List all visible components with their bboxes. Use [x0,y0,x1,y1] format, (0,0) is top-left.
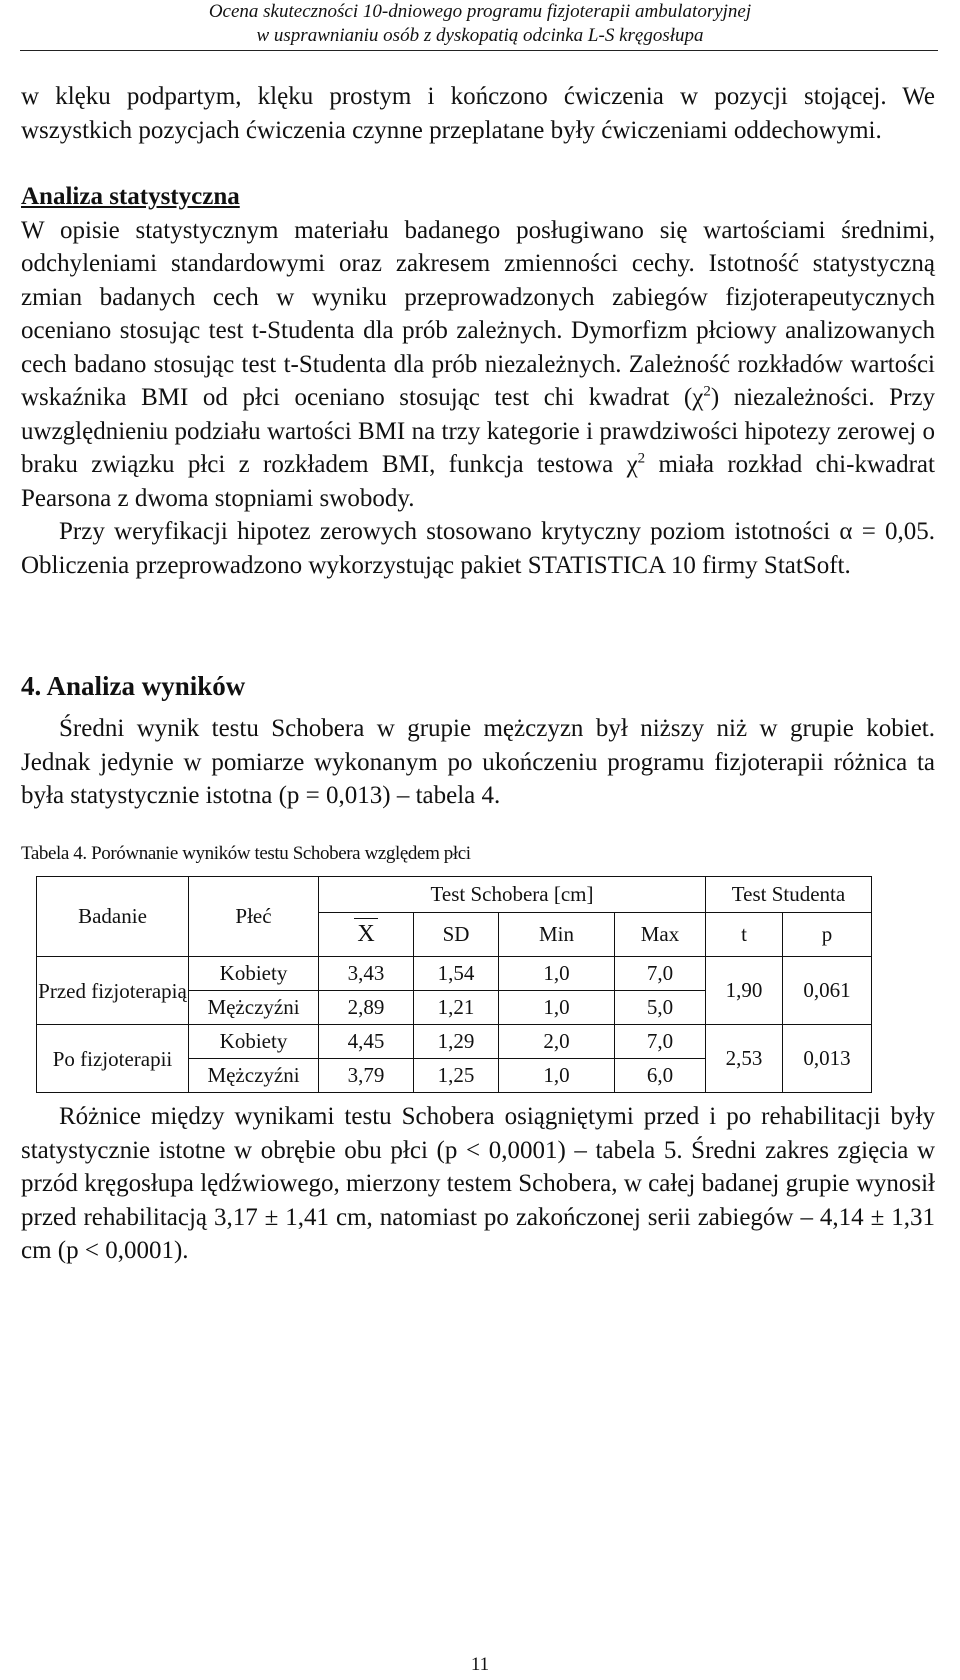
header-plec: Płeć [189,877,319,957]
max-cell: 7,0 [615,957,706,991]
sex-cell: Kobiety [189,1025,319,1059]
after-table-paragraph [21,1100,935,1268]
p-cell: 0,061 [783,957,872,1025]
mean-cell: 3,43 [319,957,414,991]
t-cell: 2,53 [706,1025,783,1093]
header-mean [319,913,414,957]
header-divider [20,50,938,51]
running-header-line-1: Ocena skuteczności 10-dniowego programu fizjoterapii ambulatoryjnej [208,1,752,22]
sd-cell: 1,21 [414,991,499,1025]
mean-cell: 4,45 [319,1025,414,1059]
chi-superscript-1: 2 [703,383,711,400]
stats-paragraph-2: Przy weryfikacji hipotez zerowych stosowano krytyczny poziom istotności α = 0,05. Obliczenia przeprowadzono wykorzystując pakiet STATISTICA 10 firmy StatSoft. [21,518,935,579]
mean-cell: 2,89 [319,991,414,1025]
header-t: t [706,913,783,957]
stats-p1-part-a: W opisie statystycznym materiału badanego posługiwano się wartościami średnimi, odchyleniami standardowymi oraz zakresem zmienności cechy. Istotność statystyczną zmian badanych cech w wyniku przeprowadzonych zabiegów fizjoterapeutycznych oceniano stosując test t-Studenta dla prób zależnych. Dymorfizm płciowy analizowanych cech badano stosując test t-Studenta dla prób niezależnych. Zależność rozkładów wartości wskaźnika BMI od płci oceniano stosując test chi kwadrat (χ [21,216,935,411]
stats-paragraph-1 [21,214,935,516]
results-table [36,876,872,1093]
header-p: p [783,913,872,957]
intro-text: w klęku podpartym, klęku prostym i kończono ćwiczenia w pozycji stojącej. We wszystkich pozycjach ćwiczenia czynne przeplatane były ćwiczeniami oddechowymi. [21,83,935,144]
header-mean-symbol: X [357,921,375,947]
p-cell: 0,013 [783,1025,872,1093]
results-paragraph [21,712,935,813]
t-cell: 1,90 [706,957,783,1025]
results-heading: 4. Analiza wyników [21,671,246,701]
mean-cell: 3,79 [319,1059,414,1093]
stats-p1-part-b: ) niezależności. Przy uwzględnieniu podziału wartości BMI na trzy kategorie i prawdziwości hipotezy zerowej o braku związku płci z rozkładem BMI, funkcja testowa χ [21,384,935,478]
group-label: Po fizjoterapii [37,1025,189,1093]
stats-section [21,180,935,582]
page-number: 11 [470,1654,490,1675]
max-cell: 7,0 [615,1025,706,1059]
sex-cell: Mężczyźni [189,1059,319,1093]
header-schober: Test Schobera [cm] [319,877,706,913]
table-header-row-1 [37,877,872,913]
sd-cell: 1,29 [414,1025,499,1059]
table-caption: Tabela 4. Porównanie wyników testu Schobera względem płci [21,843,471,864]
header-sd: SD [414,913,499,957]
min-cell: 1,0 [499,1059,615,1093]
group-label: Przed fizjoterapią [37,957,189,1025]
header-badanie: Badanie [37,877,189,957]
min-cell: 2,0 [499,1025,615,1059]
results-text: Średni wynik testu Schobera w grupie mężczyzn był niższy niż w grupie kobiet. Jednak jedynie w pomiarze wykonanym po ukończeniu programu fizjoterapii różnica ta była statystycznie istotna (p = 0,013) – tabela 4. [21,715,935,809]
max-cell: 5,0 [615,991,706,1025]
header-student: Test Studenta [706,877,872,913]
stats-heading: Analiza statystyczna [21,183,240,210]
min-cell: 1,0 [499,957,615,991]
running-header-line-2: w usprawnianiu osób z dyskopatią odcinka L-S kręgosłupa [256,25,704,46]
table-row [37,957,872,991]
header-max: Max [615,913,706,957]
chi-superscript-2: 2 [637,450,646,467]
header-min: Min [499,913,615,957]
max-cell: 6,0 [615,1059,706,1093]
running-header [0,0,960,48]
intro-paragraph [21,80,935,147]
sex-cell: Mężczyźni [189,991,319,1025]
min-cell: 1,0 [499,991,615,1025]
table-row [37,1025,872,1059]
sd-cell: 1,54 [414,957,499,991]
sd-cell: 1,25 [414,1059,499,1093]
stats-p1-part-c: miała rozkład chi-kwadrat Pearsona z dwoma stopniami swobody. [21,451,935,512]
after-table-text: Różnice między wynikami testu Schobera osiągniętymi przed i po rehabilitacji były statystycznie istotne w obrębie obu płci (p < 0,0001) – tabela 5. Średni zakres zgięcia w przód kręgosłupa lędźwiowego, mierzony testem Schobera, w całej badanej grupie wynosił przed rehabilitacją 3,17 ± 1,41 cm, natomiast po zakończonej serii zabiegów – 4,14 ± 1,31 cm (p < 0,0001). [21,1103,935,1264]
sex-cell: Kobiety [189,957,319,991]
